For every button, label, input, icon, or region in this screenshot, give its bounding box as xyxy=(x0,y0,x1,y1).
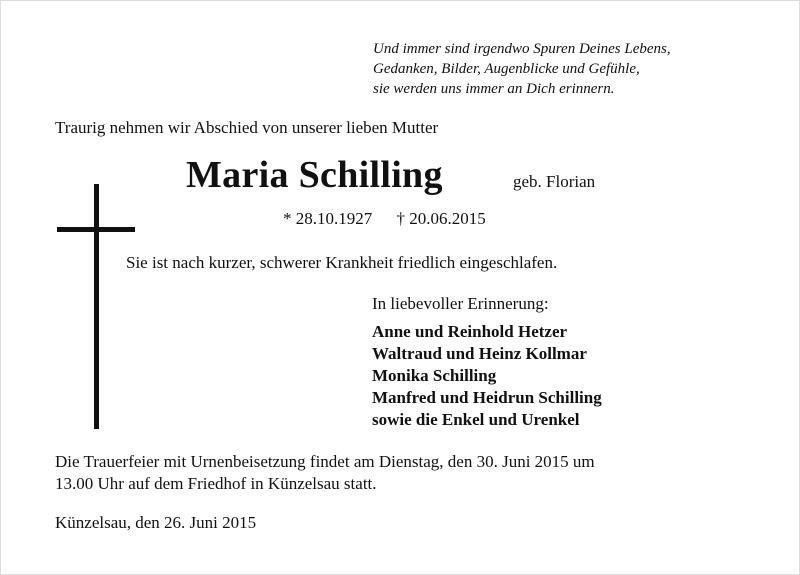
intro-text: Traurig nehmen wir Abschied von unserer lieben Mutter xyxy=(55,118,439,137)
funeral-info xyxy=(55,451,595,495)
memorial-poem xyxy=(373,39,671,99)
funeral-line: 13.00 Uhr auf dem Friedhof in Künzelsau statt. xyxy=(55,474,377,493)
mourner-name: sowie die Enkel und Urenkel xyxy=(372,410,580,429)
mourners-heading: In liebevoller Erinnerung: xyxy=(372,294,549,313)
cross-icon-bar xyxy=(57,227,135,232)
life-dates xyxy=(283,209,486,229)
place-and-date: Künzelsau, den 26. Juni 2015 xyxy=(55,513,257,532)
mourner-name: Anne und Reinhold Hetzer xyxy=(372,322,568,341)
funeral-line: Die Trauerfeier mit Urnenbeisetzung findet am Dienstag, den 30. Juni 2015 um xyxy=(55,452,595,471)
mourner-name: Waltraud und Heinz Kollmar xyxy=(372,344,587,363)
poem-line: Gedanken, Bilder, Augenblicke und Gefühle, xyxy=(373,61,640,77)
poem-line: Und immer sind irgendwo Spuren Deines Lebens, xyxy=(373,41,671,57)
birth-date: * 28.10.1927 xyxy=(283,209,373,228)
death-date: † 20.06.2015 xyxy=(396,209,486,228)
birth-name: geb. Florian xyxy=(513,172,596,191)
deceased-name: Maria Schilling xyxy=(186,154,443,196)
passing-note: Sie ist nach kurzer, schwerer Krankheit friedlich eingeschlafen. xyxy=(126,253,558,272)
mourner-name: Monika Schilling xyxy=(372,366,497,385)
mourners-list xyxy=(372,321,602,431)
cross-icon xyxy=(94,184,99,429)
poem-line: sie werden uns immer an Dich erinnern. xyxy=(373,81,615,97)
mourner-name: Manfred und Heidrun Schilling xyxy=(372,388,602,407)
